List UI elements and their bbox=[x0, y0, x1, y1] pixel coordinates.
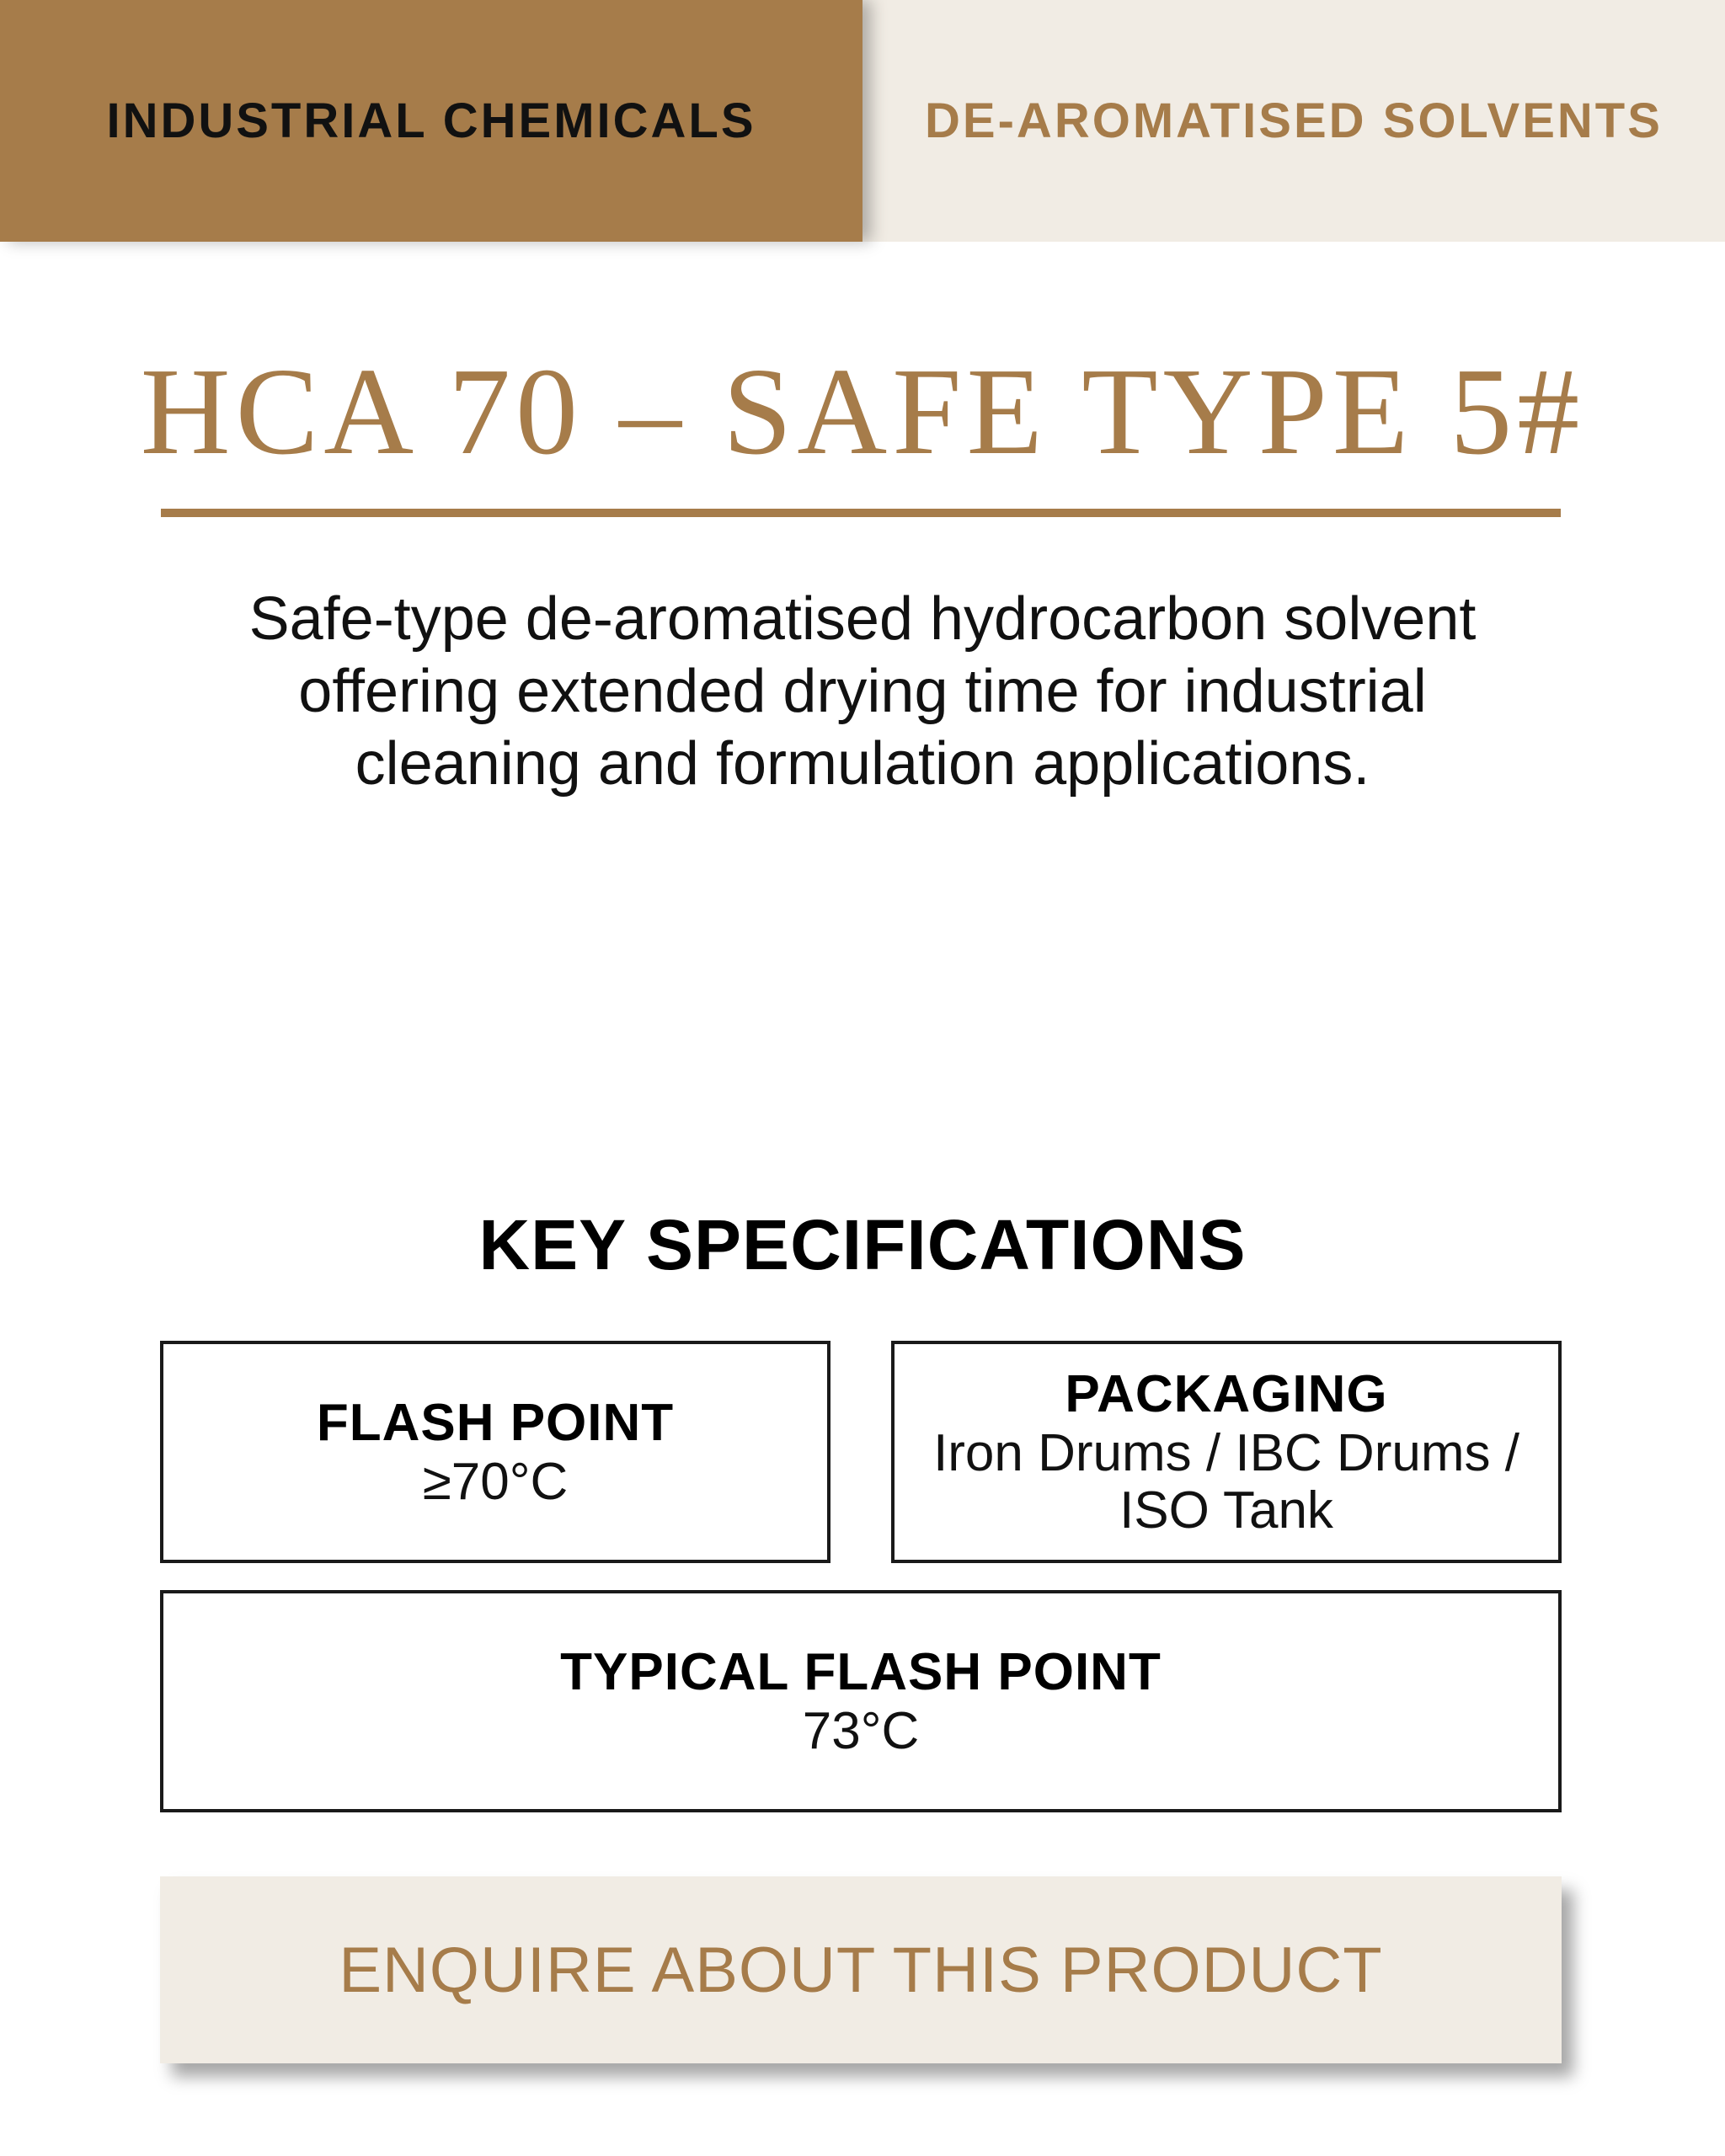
spec-card-typical-flash-point bbox=[160, 1590, 1562, 1812]
spec-value-typical-flash-point: 73°C bbox=[802, 1702, 920, 1760]
spec-label-typical-flash-point: TYPICAL FLASH POINT bbox=[560, 1643, 1162, 1701]
spec-card-flash-point bbox=[160, 1341, 830, 1563]
tab-de-aromatised-solvents[interactable] bbox=[862, 0, 1725, 242]
title-divider bbox=[161, 509, 1561, 517]
spec-card-packaging bbox=[891, 1341, 1562, 1563]
category-header bbox=[0, 0, 1725, 242]
tab-de-aromatised-solvents-label: DE-AROMATISED SOLVENTS bbox=[925, 93, 1663, 148]
enquire-button[interactable] bbox=[160, 1876, 1562, 2063]
spec-value-flash-point: ≥70°C bbox=[422, 1453, 569, 1511]
spec-value-packaging: Iron Drums / IBC Drums / ISO Tank bbox=[933, 1424, 1519, 1540]
product-title: HCA 70 – SAFE TYPE 5# bbox=[140, 343, 1585, 481]
specs-heading: KEY SPECIFICATIONS bbox=[478, 1205, 1247, 1284]
enquire-button-label: ENQUIRE ABOUT THIS PRODUCT bbox=[339, 1934, 1383, 2006]
tab-industrial-chemicals-label: INDUSTRIAL CHEMICALS bbox=[106, 93, 756, 148]
spec-label-flash-point: FLASH POINT bbox=[316, 1394, 675, 1452]
spec-label-packaging: PACKAGING bbox=[1065, 1365, 1388, 1423]
tab-industrial-chemicals[interactable] bbox=[0, 0, 862, 242]
product-description: Safe-type de-aromatised hydrocarbon solvent offering extended drying time for industrial cleaning and formulation applications. bbox=[248, 585, 1477, 798]
